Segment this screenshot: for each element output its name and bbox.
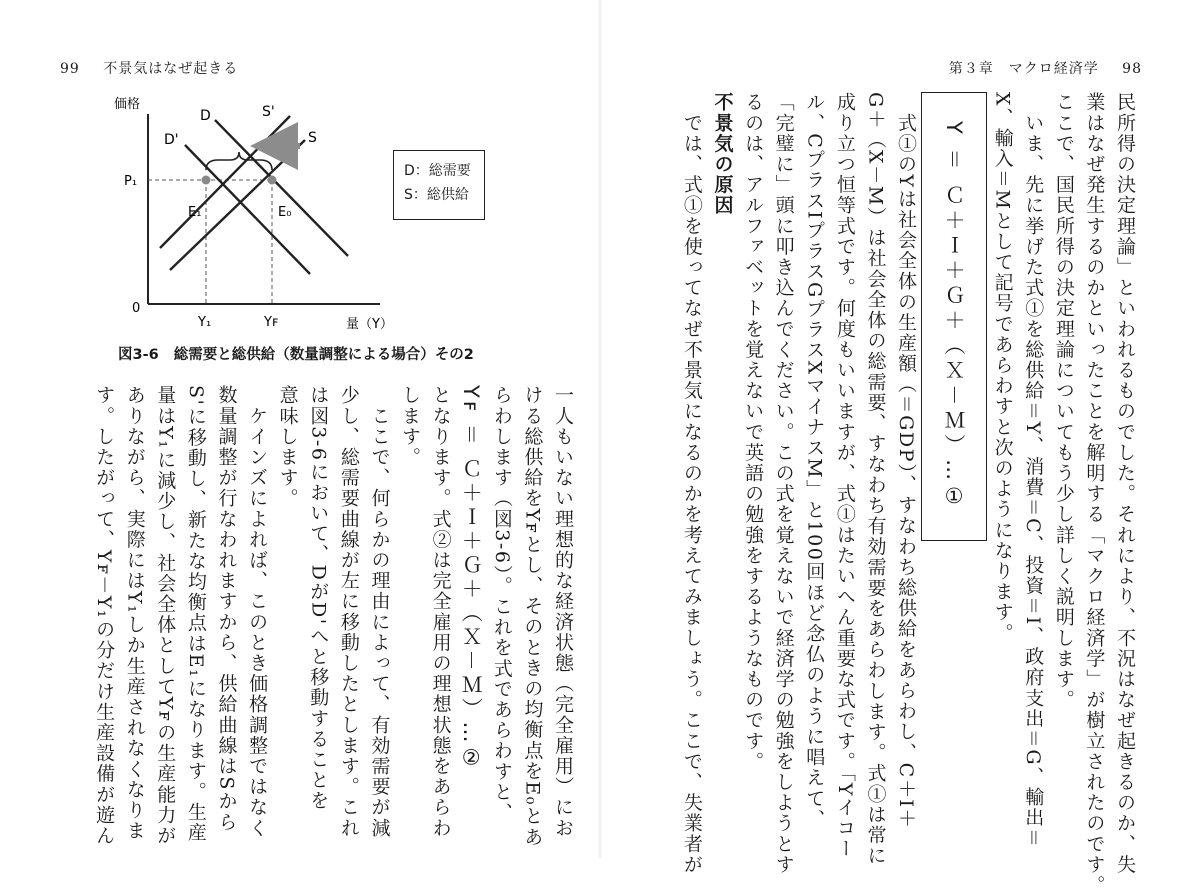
right-intro-line-3: ここで、国民所得の決定理論についてもう少し詳しく説明します。 [1052,92,1075,710]
formula-1-box: Y ＝ Ｃ＋Ｉ＋Ｇ＋（Ｘ－Ｍ）…① [921,92,987,541]
y-axis-label: 価格 [114,97,141,112]
point-e0-marker [268,176,277,185]
formula-2: Yꜰ ＝ Ｃ＋Ｉ＋Ｇ＋（Ｘ－Ｍ）…② [459,385,484,773]
left-page-body [89,385,579,848]
left-line-15: ありながら、実際にはY₁しか生産されなくなりま [123,385,146,841]
left-line-16: す。したがって、Yꜰ－Y₁の分だけ生産設備が遊ん [93,385,116,846]
right-page-number: 98 [1122,61,1142,77]
p1-label: P₁ [124,174,138,189]
right-intro-line-4: いま、先に挙げた式①を総供給＝Y、消費＝C、投資＝I、政府支出＝G、輸出＝ [1022,92,1045,849]
figure-number: 図3-6 [118,347,159,363]
curve-s-label: S [308,130,317,146]
section-heading: 不景気の原因 [711,92,734,216]
right-page-body [676,92,1140,895]
left-page-number: 99 [60,61,80,77]
left-line-3: らわします（図3-6）。これを式であらわすと、 [490,385,513,823]
right-after-line-3: 成り立つ恒等式です。何度もいいますが、式①はたいへん重要な式です。「Yイコー [833,92,856,859]
book-gutter [598,0,602,858]
point-e0-label: E₀ [278,205,292,220]
legend-demand: D：総需要 [404,163,471,179]
chapter-label: 第３章 マクロ経済学 [948,61,1099,77]
x-tick-y1: Y₁ [198,315,212,330]
left-line-12: 数量調整が行なわれますから、供給曲線はSから [215,385,238,833]
supply-demand-diagram [100,90,400,330]
left-line-2: ける総供給をYꜰとし、そのときの均衡点をE₀とあ [521,385,544,848]
curve-d [215,120,348,256]
left-line-10: 意味します。 [276,385,299,509]
left-line-9: は図3-6において、DがD'へと移動することを [307,385,330,812]
left-line-13: S'に移動し、新たな均衡点はE₁になります。生産 [184,385,207,844]
right-intro-line-2: 業はなぜ発生するのかといったことを解明する「マクロ経済学」が樹立されたのです。 [1083,92,1106,895]
x-tick-yf: Yꜰ [264,315,279,330]
point-e1-marker [202,176,211,185]
right-intro-line-1: 民所得の決定理論」といわれるものでした。それにより、不況はなぜ起きるのか、失 [1114,92,1136,875]
right-after-line-5: 「完璧に」頭に叩き込んでください。この式を覚えないで経済学の勉強をしようとす [772,92,795,875]
origin-label: 0 [132,301,141,316]
right-after-line-6: るのは、アルファベットを覚えないで英語の勉強をするようなものです。 [742,92,765,772]
left-running-head [60,58,238,78]
curve-d-label: D [200,108,211,124]
left-line-11: ケインズによれば、このとき価格調整ではなく [246,385,269,839]
left-running-title: 不景気はなぜ起きる [103,61,239,77]
right-after-line-2: G＋（X－M）は社会全体の総需要、すなわち有効需要をあらわします。式①は常に [864,92,887,866]
right-after-line-1: 式①のYは社会全体の生産額（＝GDP）、すなわち総供給をあらわし、C＋I＋ [895,92,918,830]
diagram-legend [393,150,485,220]
left-line-5: となります。式②は完全雇用の理想状態をあらわ [429,385,452,839]
curve-s-prime-label: S' [262,104,275,120]
legend-supply: S：総供給 [404,187,469,203]
figure-caption-text: 総需要と総供給（数量調整による場合）その2 [173,347,474,363]
curve-d-prime-label: D' [164,132,179,148]
left-line-14: 量はY₁に減少し、社会全体としてYꜰの生産能力が [154,385,177,846]
point-e1-label: E₁ [188,205,202,220]
right-after-line-4: ル、CプラスIプラスGプラスXマイナスM」と100回ほど念仏のように唱えて、 [803,92,826,830]
left-line-7: ここで、何らかの理由によって、有効需要が減 [368,385,391,839]
left-line-8: 少し、総需要曲線が左に移動したとします。これ [337,385,360,839]
left-line-1: 一人もいない理想的な経済状態（完全雇用）にお [552,385,574,839]
left-line-6: します。 [399,385,422,468]
x-axis-label: 量（Y） [346,317,393,330]
right-intro-line-5: X、輸入＝Mとして記号であらわすと次のようになります。 [991,92,1014,644]
right-running-head [949,58,1142,78]
right-end-line-1: では、式①を使ってなぜ不景気になるのかを考えてみましょう。ここで、失業者が [680,92,703,875]
figure-caption [118,343,474,364]
